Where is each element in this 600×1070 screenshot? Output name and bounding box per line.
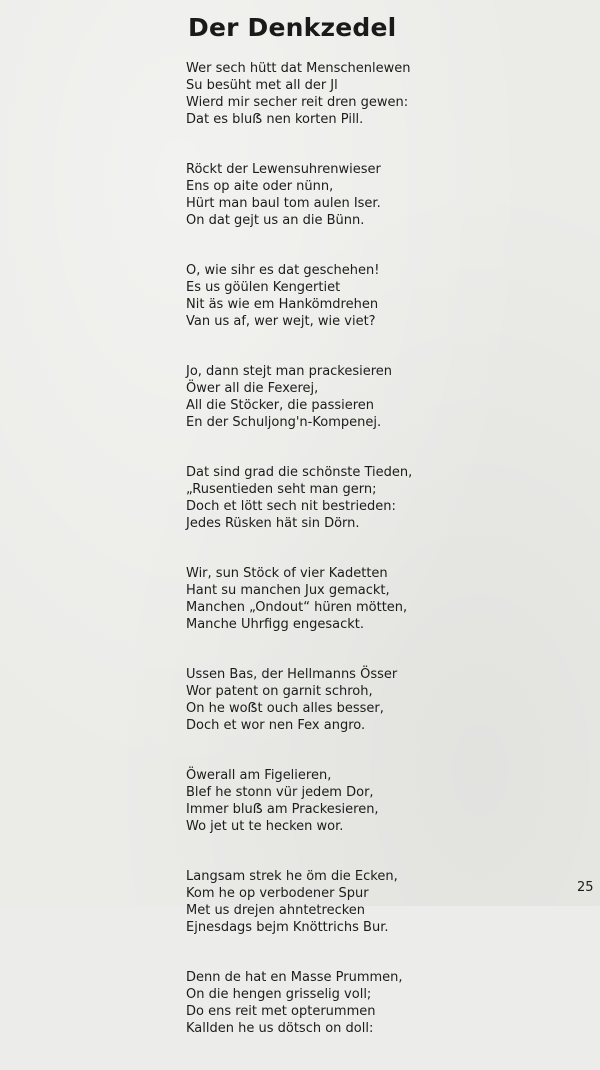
verse-line: Manche Uhrfigg engesackt. <box>186 617 364 632</box>
verse-line: Langsam strek he öm die Ecken, <box>186 869 398 884</box>
page-number: 25 <box>577 880 594 895</box>
verse-line: Wer sech hütt dat Menschenlewen <box>186 61 411 76</box>
stanza-3 <box>186 262 486 330</box>
verse-line: Hürt man baul tom aulen Iser. <box>186 196 381 211</box>
verse-line: Ussen Bas, der Hellmanns Össer <box>186 667 398 682</box>
verse-line: Ejnesdags bejm Knöttrichs Bur. <box>186 920 389 935</box>
stanza-7 <box>186 666 486 734</box>
verse-line: Blef he stonn vür jedem Dor, <box>186 785 374 800</box>
stanza-8 <box>186 767 486 835</box>
verse-line: Kallden he us dötsch on doll: <box>186 1021 374 1036</box>
stanza-1 <box>186 60 486 128</box>
verse-line: Öwerall am Figelieren, <box>186 768 332 783</box>
verse-line: Öwer all die Fexerej, <box>186 381 319 396</box>
verse-line: „Rusentieden seht man gern; <box>186 482 377 497</box>
verse-line: Hant su manchen Jux gemackt, <box>186 583 390 598</box>
verse-line: En der Schuljong'n-Kompenej. <box>186 415 382 430</box>
poem-body <box>186 60 486 1070</box>
verse-line: Jedes Rüsken hät sin Dörn. <box>186 516 360 531</box>
verse-line: Met us drejen ahntetrecken <box>186 903 366 918</box>
verse-line: Jo, dann stejt man prackesieren <box>186 364 393 379</box>
verse-line: Es us göülen Kengertiet <box>186 280 341 295</box>
verse-line: Immer bluẞ am Prackesieren, <box>186 802 379 817</box>
verse-line: Röckt der Lewensuhrenwieser <box>186 162 381 177</box>
verse-line: Do ens reit met opterummen <box>186 1004 376 1019</box>
verse-line: Wor patent on garnit schroh, <box>186 684 373 699</box>
verse-line: Doch et lött sech nit bestrieden: <box>186 499 396 514</box>
verse-line: All die Stöcker, die passieren <box>186 398 375 413</box>
verse-line: Wo jet ut te hecken wor. <box>186 819 344 834</box>
verse-line: Nit äs wie em Hankömdrehen <box>186 297 379 312</box>
verse-line: Wir, sun Stöck of vier Kadetten <box>186 566 388 581</box>
stanza-5 <box>186 464 486 532</box>
verse-line: Wierd mir secher reit dren gewen: <box>186 95 409 110</box>
verse-line: Kom he op verbodener Spur <box>186 886 369 901</box>
verse-line: Su besüht met all der Jl <box>186 78 338 93</box>
stanza-10 <box>186 969 486 1037</box>
verse-line: Doch et wor nen Fex angro. <box>186 718 366 733</box>
stanza-4 <box>186 363 486 431</box>
stanza-2 <box>186 161 486 229</box>
verse-line: Manchen „Ondout“ hüren mötten, <box>186 600 408 615</box>
verse-line: On dat gejt us an die Bünn. <box>186 213 365 228</box>
verse-line: Ens op aite oder nünn, <box>186 179 334 194</box>
verse-line: Denn de hat en Masse Prummen, <box>186 970 403 985</box>
verse-line: On he woẞt ouch alles besser, <box>186 701 384 716</box>
verse-line: Dat sind grad die schönste Tieden, <box>186 465 413 480</box>
stanza-9 <box>186 868 486 936</box>
verse-line: Van us af, wer wejt, wie viet? <box>186 314 376 329</box>
stanza-6 <box>186 565 486 633</box>
verse-line: O, wie sihr es dat geschehen! <box>186 263 380 278</box>
poem-title: Der Denkzedel <box>188 13 397 42</box>
verse-line: Dat es bluẞ nen korten Pill. <box>186 112 364 127</box>
verse-line: On die hengen grisselig voll; <box>186 987 372 1002</box>
